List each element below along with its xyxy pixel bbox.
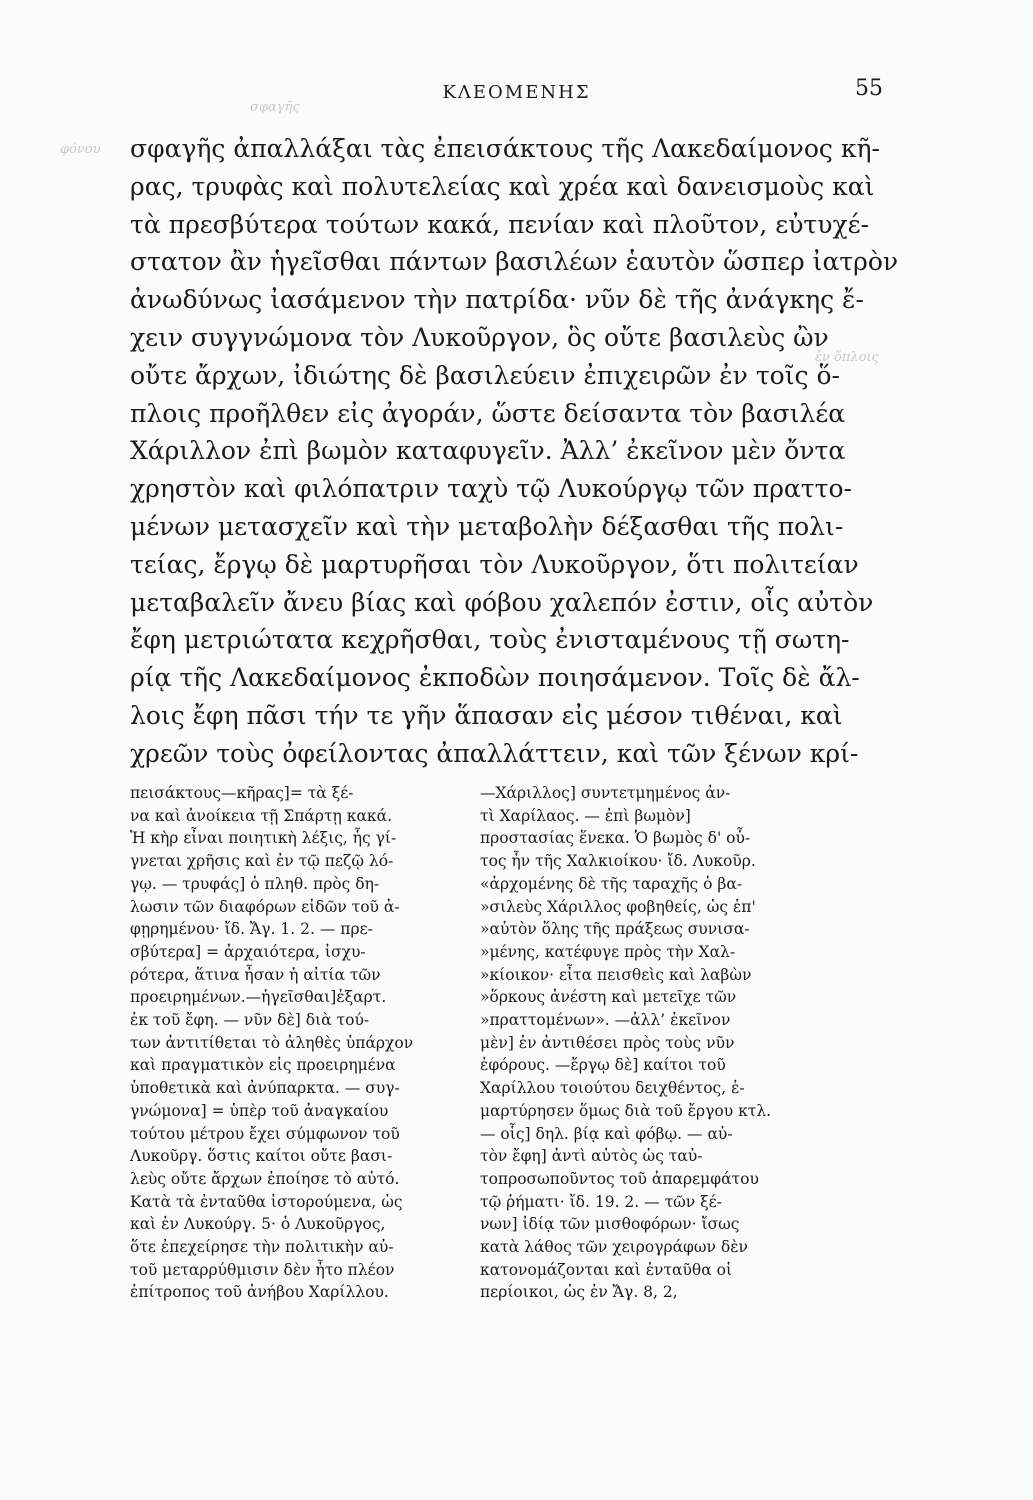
note-line: προστασίας ἕνεκα. Ὁ βωμὸς δ' οὗ- [480, 829, 751, 848]
main-text-line: μένων μετασχεῖν καὶ τὴν μεταβολὴν δέξασθαι τῆς πολι- [130, 511, 844, 541]
note-line: κατὰ λάθος τῶν χειρογράφων δὲν [480, 1238, 748, 1257]
main-text-line: τείας, ἔργῳ δὲ μαρτυρῆσαι τὸν Λυκοῦργον, ὅτι πολιτείαν [130, 549, 859, 579]
note-line: σβύτερα] = ἀρχαιότερα, ἰσχυ- [130, 942, 366, 961]
main-text-line: μεταβαλεῖν ἄνευ βίας καὶ φόβου χαλεπόν ἐστιν, οἷς αὐτὸν [130, 587, 874, 617]
note-line: »αὐτὸν ὅλης τῆς πράξεως συνισα- [480, 920, 750, 939]
main-text-line: ἀνωδύνως ἰασάμενον τὴν πατρίδα· νῦν δὲ τῆς ἀνάγκης ἔ- [130, 285, 864, 315]
notes-right-column [480, 782, 810, 1304]
main-text-line: τὰ πρεσβύτερα τούτων κακά, πενίαν καὶ πλοῦτον, εὐτυχέ- [130, 209, 870, 239]
pencil-marginalia-left: φόνου [60, 142, 101, 157]
note-line: γῳ. — τρυφάς] ὁ πληθ. πρὸς δη- [130, 874, 380, 893]
note-line: Ἡ κὴρ εἶναι ποιητικὴ λέξις, ἧς γί- [130, 829, 397, 848]
note-line: κατονομάζονται καὶ ἐνταῦθα οἱ [480, 1260, 733, 1279]
main-text-line: πλοις προῆλθεν εἰς ἀγοράν, ὥστε δείσαντα τὸν βασιλέα [130, 398, 846, 428]
note-line: —Χάριλλος] συντετμημένος ἀν- [480, 784, 731, 802]
note-line: γνεται χρῆσις καὶ ἐν τῷ πεζῷ λό- [130, 852, 394, 871]
note-line: ἐκ τοῦ ἔφη. — νῦν δὲ] διὰ τού- [130, 1011, 370, 1030]
note-line: ἐφόρους. —ἔργῳ δὲ] καίτοι τοῦ [480, 1056, 726, 1075]
note-line: καὶ πραγματικὸν εἰς προειρημένα [130, 1056, 396, 1075]
note-line: »σιλεὺς Χάριλλος φοβηθείς, ὡς ἐπ' [480, 897, 756, 916]
running-head: ΚΛΕΟΜΕΝΗΣ [442, 82, 591, 103]
note-line: περίοικοι, ὡς ἐν Ἄγ. 8, 2, [480, 1283, 678, 1302]
main-text-line: χειν συγγνώμονα τὸν Λυκοῦργον, ὃς οὔτε βασιλεὺς ὢν [130, 322, 829, 352]
note-line: τὶ Χαρίλαος. — ἐπὶ βωμὸν] [480, 806, 691, 825]
note-line: τοπροσωποῦντος τοῦ ἀπαρεμφάτου [480, 1169, 759, 1188]
main-text-line: Χάριλλον ἐπὶ βωμὸν καταφυγεῖν. Ἀλλ’ ἐκεῖνον μὲν ὄντα [130, 436, 846, 466]
note-line: Λυκοῦργ. ὅστις καίτοι οὔτε βασι- [130, 1147, 393, 1166]
main-text-line: ρας, τρυφὰς καὶ πολυτελείας καὶ χρέα καὶ δανεισμοὺς καὶ [130, 171, 875, 201]
note-line: τὸν ἔφη] ἀντὶ αὐτὸς ὡς ταὐ- [480, 1147, 703, 1166]
note-line: λωσιν τῶν διαφόρων εἰδῶν τοῦ ἀ- [130, 897, 400, 916]
note-line: ἐπίτροπος τοῦ ἀνήβου Χαρίλλου. [130, 1283, 389, 1302]
note-line: ὑποθετικὰ καὶ ἀνύπαρκτα. — συγ- [130, 1079, 400, 1098]
note-line: τοῦ μεταρρύθμισιν δὲν ἦτο πλέον [130, 1260, 395, 1279]
note-line: ρότερα, ἅτινα ἦσαν ἡ αἰτία τῶν [130, 965, 381, 984]
note-line: μὲν] ἐν ἀντιθέσει πρὸς τοὺς νῦν [480, 1033, 735, 1052]
note-line: λεὺς οὔτε ἄρχων ἐποίησε τὸ αὐτό. [130, 1169, 400, 1188]
note-line: »ὅρκους ἀνέστη καὶ μετεῖχε τῶν [480, 988, 737, 1007]
main-text-line: σφαγῆς ἀπαλλάξαι τὰς ἐπεισάκτους τῆς Λακεδαίμονος κῆ- [130, 134, 880, 163]
note-line: »κίοικον· εἶτα πεισθεὶς καὶ λαβὼν [480, 965, 752, 984]
main-text-line: λοις ἔφη πᾶσι τήν τε γῆν ἅπασαν εἰς μέσον τιθέναι, καὶ [130, 700, 843, 730]
pencil-marginalia-top: σφαγῆς [250, 100, 300, 115]
note-line: Χαρίλλου τοιούτου δειχθέντος, ἐ- [480, 1079, 745, 1098]
note-line: πεισάκτους—κῆρας]= τὰ ξέ- [130, 784, 354, 802]
notes-left-column [130, 782, 460, 1304]
note-line: καὶ ἐν Λυκούργ. 5· ὁ Λυκοῦργος, [130, 1215, 386, 1234]
note-line: των ἀντιτίθεται τὸ ἀληθὲς ὑπάρχον [130, 1033, 414, 1052]
page-number: 55 [855, 76, 883, 101]
note-line: να καὶ ἀνοίκεια τῇ Σπάρτῃ κακά. [130, 806, 393, 825]
note-line: μαρτύρησεν ὅμως διὰ τοῦ ἔργου κτλ. [480, 1101, 772, 1120]
main-text-line: ρίᾳ τῆς Λακεδαίμονος ἐκποδὼν ποιησάμενον. Τοῖς δὲ ἄλ- [130, 663, 860, 693]
note-line: τῷ ῥήματι· ἴδ. 19. 2. — τῶν ξέ- [480, 1192, 722, 1211]
page-header [120, 76, 913, 116]
main-text-line: στατον ἂν ἡγεῖσθαι πάντων βασιλέων ἑαυτὸν ὥσπερ ἰατρὸν [130, 247, 899, 277]
note-line: γνώμονα] = ὑπὲρ τοῦ ἀναγκαίου [130, 1101, 389, 1120]
note-line: τος ἦν τῆς Χαλκιοίκου· ἴδ. Λυκοῦρ. [480, 852, 756, 871]
note-line: »μένης, κατέφυγε πρὸς τὴν Χαλ- [480, 942, 736, 961]
main-text-line: οὔτε ἄρχων, ἰδιώτης δὲ βασιλεύειν ἐπιχειρῶν ἐν τοῖς ὅ- [130, 360, 840, 390]
note-line: »πραττομένων». —ἀλλ’ ἐκεῖνον [480, 1011, 731, 1030]
note-line: προειρημένων.—ἡγεῖσθαι]ἐξαρτ. [130, 988, 387, 1007]
main-text-line: ἔφη μετριώτατα κεχρῆσθαι, τοὺς ἐνισταμένους τῇ σωτη- [130, 625, 850, 655]
main-text-line: χρεῶν τοὺς ὀφείλοντας ἀπαλλάττειν, καὶ τῶν ξένων κρί- [130, 738, 859, 768]
main-text-line: χρηστὸν καὶ φιλόπατριν ταχὺ τῷ Λυκούργῳ τῶν πραττο- [130, 474, 852, 504]
note-line: τούτου μέτρου ἔχει σύμφωνον τοῦ [130, 1124, 400, 1143]
note-line: ὅτε ἐπεχείρησε τὴν πολιτικὴν αὐ- [130, 1238, 394, 1257]
note-line: «ἀρχομένης δὲ τῆς ταραχῆς ὁ βα- [480, 874, 743, 893]
note-line: φῃρημένου· ἴδ. Ἄγ. 1. 2. — πρε- [130, 920, 373, 939]
note-line: Κατὰ τὰ ἐνταῦθα ἱστορούμενα, ὡς [130, 1192, 403, 1211]
note-line: — οἷς] δηλ. βίᾳ καὶ φόβῳ. — αὐ- [480, 1124, 733, 1143]
note-line: νων] ἰδίᾳ τῶν μισθοφόρων· ἴσως [480, 1215, 740, 1234]
pencil-marginalia-right: ἐν ὅπλοις [815, 350, 879, 365]
